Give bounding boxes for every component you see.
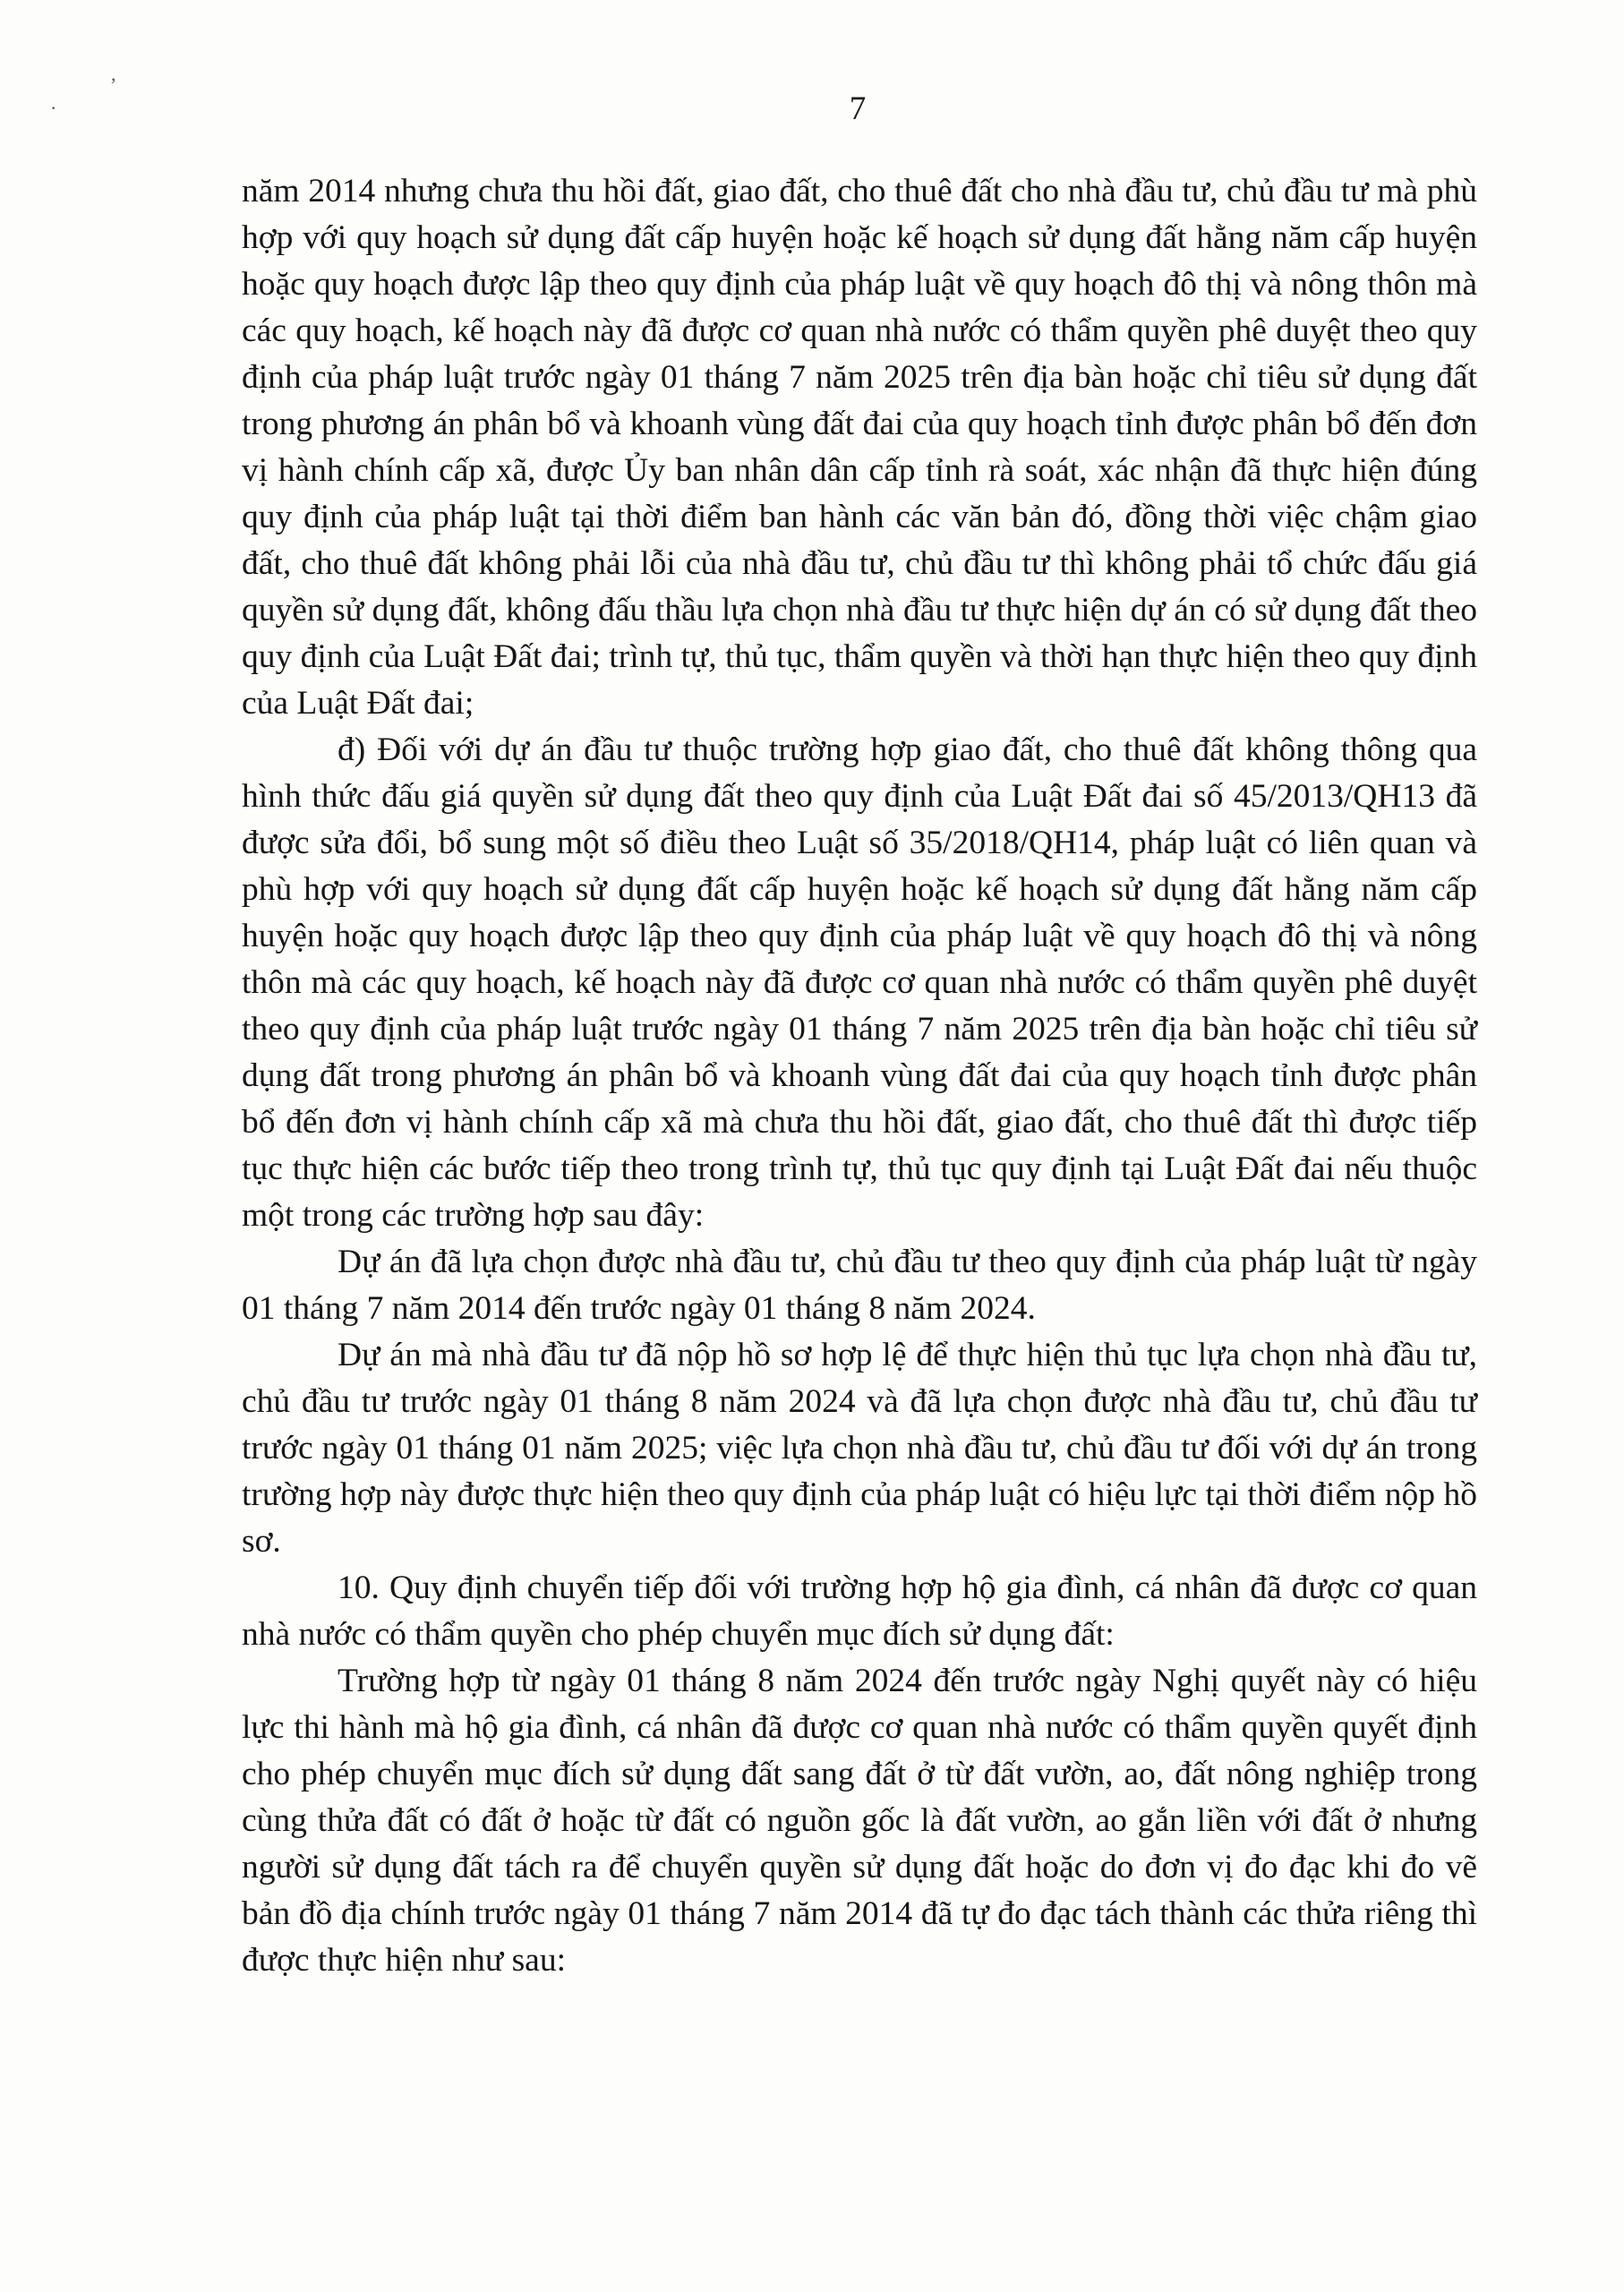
document-body bbox=[242, 168, 1477, 1984]
paragraph: năm 2014 nhưng chưa thu hồi đất, giao đất, cho thuê đất cho nhà đầu tư, chủ đầu tư mà phù hợp với quy hoạch sử dụng đất cấp huyện hoặc kế hoạch sử dụng đất hằng năm cấp huyện hoặc quy hoạch được lập theo quy định của pháp luật về quy hoạch đô thị và nông thôn mà các quy hoạch, kế hoạch này đã được cơ quan nhà nước có thẩm quyền phê duyệt theo quy định của pháp luật trước ngày 01 tháng 7 năm 2025 trên địa bàn hoặc chỉ tiêu sử dụng đất trong phương án phân bổ và khoanh vùng đất đai của quy hoạch tỉnh được phân bổ đến đơn vị hành chính cấp xã, được Ủy ban nhân dân cấp tỉnh rà soát, xác nhận đã thực hiện đúng quy định của pháp luật tại thời điểm ban hành các văn bản đó, đồng thời việc chậm giao đất, cho thuê đất không phải lỗi của nhà đầu tư, chủ đầu tư thì không phải tổ chức đấu giá quyền sử dụng đất, không đấu thầu lựa chọn nhà đầu tư thực hiện dự án có sử dụng đất theo quy định của Luật Đất đai; trình tự, thủ tục, thẩm quyền và thời hạn thực hiện theo quy định của Luật Đất đai; bbox=[242, 173, 1477, 722]
page-number: 7 bbox=[849, 90, 867, 127]
paragraph: đ) Đối với dự án đầu tư thuộc trường hợp giao đất, cho thuê đất không thông qua hình thức đấu giá quyền sử dụng đất theo quy định của Luật Đất đai số 45/2013/QH13 đã được sửa đổi, bổ sung một số điều theo Luật số 35/2018/QH14, pháp luật có liên quan và phù hợp với quy hoạch sử dụng đất cấp huyện hoặc kế hoạch sử dụng đất hằng năm cấp huyện hoặc quy hoạch được lập theo quy định của pháp luật về quy hoạch đô thị và nông thôn mà các quy hoạch, kế hoạch này đã được cơ quan nhà nước có thẩm quyền phê duyệt theo quy định của pháp luật trước ngày 01 tháng 7 năm 2025 trên địa bàn hoặc chỉ tiêu sử dụng đất trong phương án phân bổ và khoanh vùng đất đai của quy hoạch tỉnh được phân bổ đến đơn vị hành chính cấp xã mà chưa thu hồi đất, giao đất, cho thuê đất thì được tiếp tục thực hiện các bước tiếp theo trong trình tự, thủ tục quy định tại Luật Đất đai nếu thuộc một trong các trường hợp sau đây: bbox=[242, 731, 1477, 1234]
scan-mark: · bbox=[50, 97, 57, 119]
paragraph: Dự án đã lựa chọn được nhà đầu tư, chủ đầu tư theo quy định của pháp luật từ ngày 01 tháng 7 năm 2014 đến trước ngày 01 tháng 8 năm 2024. bbox=[242, 1244, 1477, 1327]
paragraph: 10. Quy định chuyển tiếp đối với trường hợp hộ gia đình, cá nhân đã được cơ quan nhà nước có thẩm quyền cho phép chuyển mục đích sử dụng đất: bbox=[242, 1569, 1477, 1653]
paragraph: Trường hợp từ ngày 01 tháng 8 năm 2024 đến trước ngày Nghị quyết này có hiệu lực thi hành mà hộ gia đình, cá nhân đã được cơ quan nhà nước có thẩm quyền quyết định cho phép chuyển mục đích sử dụng đất sang đất ở từ đất vườn, ao, đất nông nghiệp trong cùng thửa đất có đất ở hoặc từ đất có nguồn gốc là đất vườn, ao gắn liền với đất ở nhưng người sử dụng đất tách ra để chuyển quyền sử dụng đất hoặc do đơn vị đo đạc khi đo vẽ bản đồ địa chính trước ngày 01 tháng 7 năm 2014 đã tự đo đạc tách thành các thửa riêng thì được thực hiện như sau: bbox=[242, 1663, 1477, 1979]
paragraph: Dự án mà nhà đầu tư đã nộp hồ sơ hợp lệ để thực hiện thủ tục lựa chọn nhà đầu tư, chủ đầu tư trước ngày 01 tháng 8 năm 2024 và đã lựa chọn được nhà đầu tư, chủ đầu tư trước ngày 01 tháng 01 năm 2025; việc lựa chọn nhà đầu tư, chủ đầu tư đối với dự án trong trường hợp này được thực hiện theo quy định của pháp luật có hiệu lực tại thời điểm nộp hồ sơ. bbox=[242, 1337, 1477, 1560]
scan-mark: , bbox=[111, 63, 116, 85]
